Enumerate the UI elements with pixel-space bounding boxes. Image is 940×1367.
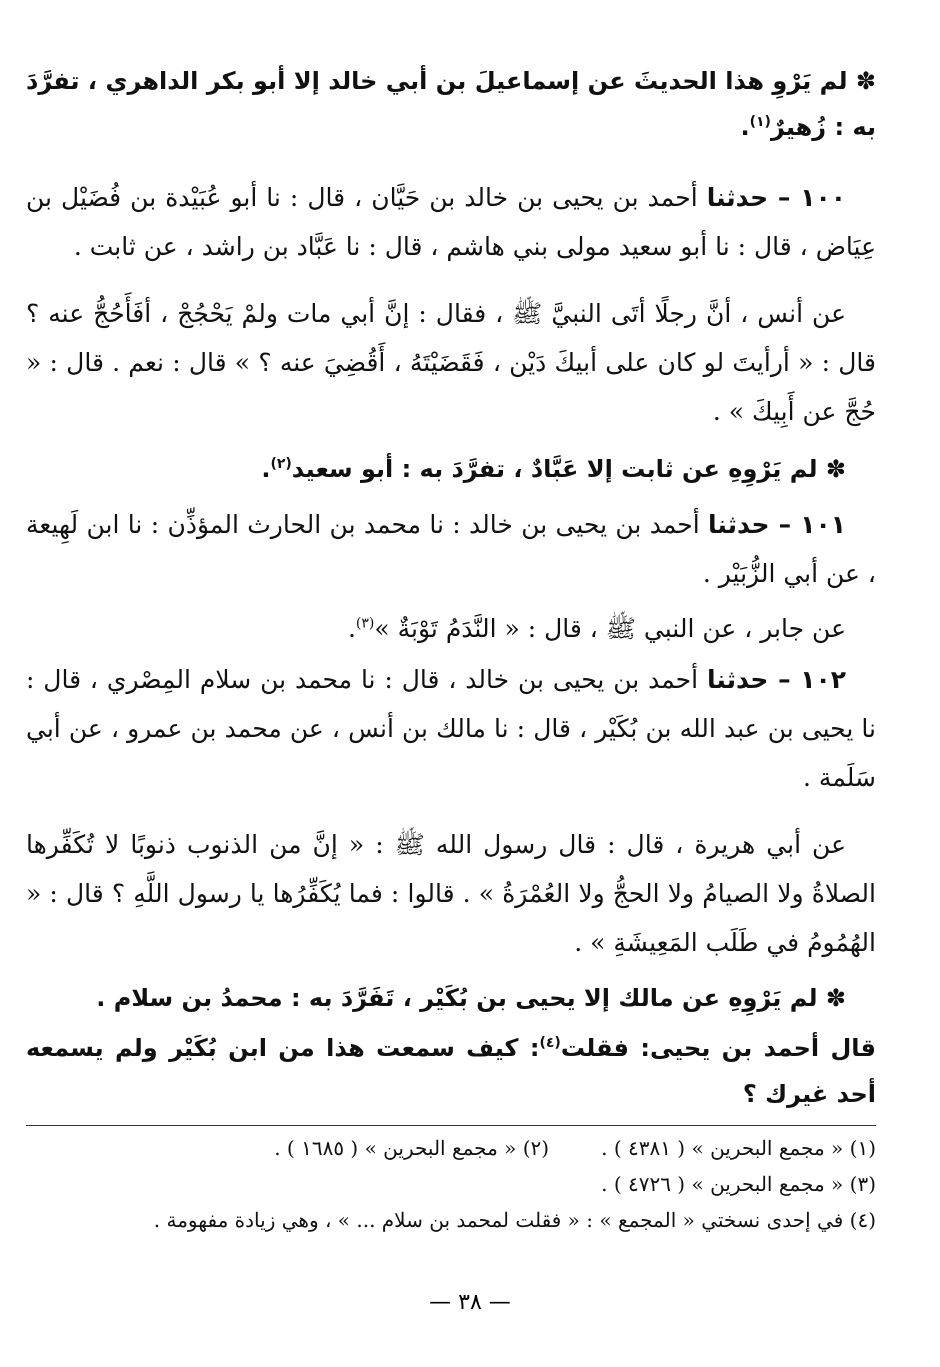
footnote-row bbox=[26, 1130, 876, 1166]
footnotes bbox=[26, 1130, 876, 1238]
note-paragraph-3 bbox=[26, 975, 876, 1021]
footnote-divider bbox=[26, 1125, 876, 1126]
footnote-ref: (٣) bbox=[355, 615, 375, 632]
footnote-1: (١) « مجمع البحرين » ( ٤٣٨١ ) . bbox=[601, 1136, 876, 1160]
note-text: ✽ لم يَرْوِهِ عن ثابت إلا عَبَّادٌ ، تفرَّدَ به : أبو سعيد bbox=[291, 455, 846, 483]
hadith-101 bbox=[26, 500, 876, 598]
hadith-102-matn bbox=[26, 820, 876, 967]
hadith-100-matn bbox=[26, 289, 876, 436]
note-paragraph-1: ✽ لم يَرْوِ هذا الحديثَ عن إسماعيلَ بن أبي خالد إلا أبو بكر الداهري ، تفرَّدَ به : زُهيرٌ$^{(١)}$. bbox=[26, 67, 876, 141]
note-text: ✽ لم يَرْوِ هذا الحديثَ عن إسماعيلَ بن أبي خالد إلا أبو بكر الداهري ، تفرَّدَ به : زُهيرٌ bbox=[26, 67, 876, 141]
note-text-continued: : كيف سمعت هذا من ابن بُكَيْر ولم يسمعه أحد غيرك ؟ bbox=[26, 1034, 876, 1108]
footnote-4: (٤) في إحدى نسختي « المجمع » : « فقلت لمحمد بن سلام ... » ، وهي زيادة مفهومة . bbox=[153, 1208, 876, 1232]
hadith-heading: ١٠٠ – حدثنا bbox=[706, 183, 846, 212]
hadith-heading: ١٠٢ – حدثنا bbox=[706, 665, 846, 694]
footnote-3: (٣) « مجمع البحرين » ( ٤٧٢٦ ) . bbox=[601, 1172, 876, 1196]
hadith-100 bbox=[26, 173, 876, 271]
footnote-ref: (٢) bbox=[270, 456, 292, 472]
hadith-chain: أحمد بن يحيى بن خالد : نا محمد بن الحارث المؤذِّن : نا ابن لَهِيعة ، عن أبي الزُّبَيْر . bbox=[26, 510, 876, 588]
page-body bbox=[26, 58, 876, 1348]
hadith-text: عن جابر ، عن النبي ﷺ ، قال : « النَّدَمُ تَوْبَةٌ » bbox=[374, 614, 846, 643]
footnote-ref: (١) bbox=[749, 114, 771, 130]
note-text: ✽ لم يَرْوِهِ عن مالك إلا يحيى بن بُكَيْر ، تَفَرَّدَ به : محمدُ بن سلام . bbox=[96, 984, 846, 1012]
hadith-chain: أحمد بن يحيى بن خالد بن حَيَّان ، قال : نا أبو عُبَيْدة بن فُضَيْل بن عِيَاض ، قال : نا أبو سعيد مولى بني هاشم ، قال : نا عَبَّاد بن راشد ، عن ثابت . bbox=[26, 183, 876, 261]
footnote-row bbox=[26, 1166, 876, 1202]
hadith-101-matn: عن جابر ، عن النبي ﷺ ، قال : « النَّدَمُ تَوْبَةٌ »$^{(٣)}$. bbox=[347, 614, 846, 643]
page-number: — ٣٨ — bbox=[429, 1290, 511, 1315]
note-paragraph-4 bbox=[26, 1025, 876, 1117]
hadith-chain: أحمد بن يحيى بن خالد ، قال : نا محمد بن سلام المِصْري ، قال : نا يحيى بن عبد الله بن بُكَيْر ، قال : نا مالك بن أنس ، عن محمد بن عمرو ، عن أبي سَلَمة . bbox=[26, 665, 876, 792]
footnote-ref: (٤) bbox=[539, 1035, 561, 1051]
footnote-2: (٢) « مجمع البحرين » ( ١٦٨٥ ) . bbox=[274, 1136, 550, 1160]
hadith-text: عن أنس ، أنَّ رجلًا أتَى النبيَّ ﷺ ، فقال : إنَّ أبي مات ولمْ يَحْجُجْ ، أفَأَحُجُّ عنه ؟ قال : « أرأيتَ لو كان على أبيكَ دَيْن ، فَقَضَيْتَهُ ، أَقُضِيَ عنه ؟ » قال : نعم . قال : « حُجَّ عن أَبِيكَ » . bbox=[26, 299, 876, 426]
footnote-row bbox=[26, 1202, 876, 1238]
hadith-102 bbox=[26, 655, 876, 802]
note-paragraph-2: ✽ لم يَرْوِهِ عن ثابت إلا عَبَّادٌ ، تفرَّدَ به : أبو سعيد$^{(٢)}$. bbox=[261, 455, 846, 483]
note-text: قال أحمد بن يحيى: فقلت bbox=[560, 1034, 877, 1062]
hadith-heading: ١٠١ – حدثنا bbox=[708, 510, 846, 539]
hadith-text: عن أبي هريرة ، قال : قال رسول الله ﷺ : « إنَّ من الذنوب ذنوبًا لا تُكَفِّرها الصلاةُ ولا الصيامُ ولا الحجُّ ولا العُمْرَةُ » . قالوا : فما يُكَفِّرُها يا رسول اللَّهِ ؟ قال : « الهُمُومُ في طَلَب المَعِيشَةِ » . bbox=[26, 830, 876, 957]
